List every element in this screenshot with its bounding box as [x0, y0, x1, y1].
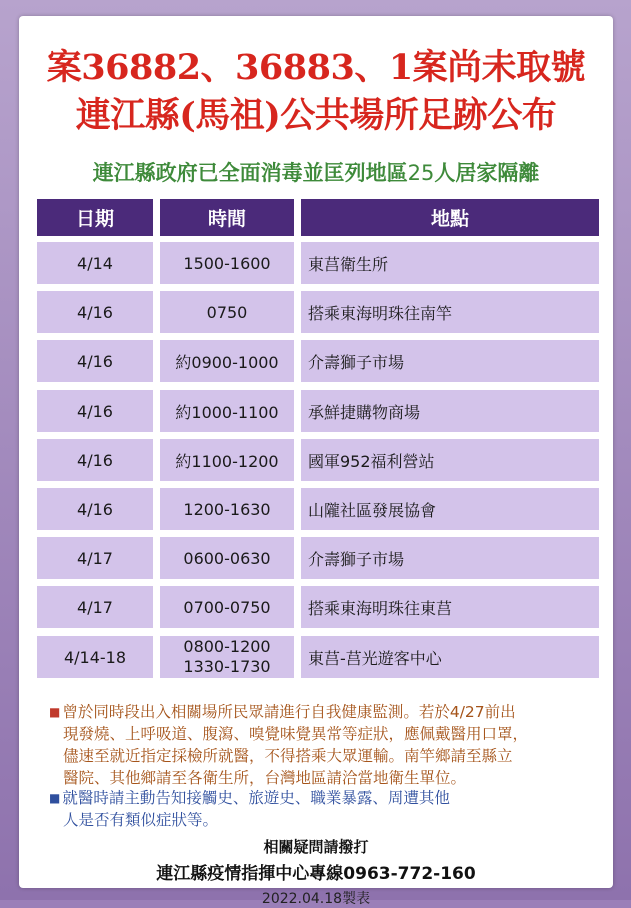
medical-notice-line: ■ 就醫時請主動告知接觸史、旅遊史、職業暴露、周遭其他 [49, 789, 450, 807]
date-cell: 4/14-18 [37, 636, 153, 678]
square-bullet-icon: ■ [49, 705, 61, 719]
date-cell: 4/16 [37, 291, 153, 333]
time-cell: 約1000-1100 [160, 390, 294, 432]
date-cell: 4/16 [37, 390, 153, 432]
time-cell: 約1100-1200 [160, 439, 294, 481]
place-cell: 東莒衛生所 [301, 242, 599, 284]
time-line: 0800-1200 [183, 637, 271, 656]
time-cell: 0750 [160, 291, 294, 333]
health-notice-line: 醫院、其他鄉請至各衛生所，台灣地區請洽當地衛生單位。 [63, 769, 467, 787]
time-cell: 0600-0630 [160, 537, 294, 579]
subtitle-suffix: 人居家隔離 [434, 161, 540, 185]
time-cell: 1200-1630 [160, 488, 294, 530]
time-cell: 約0900-1000 [160, 340, 294, 382]
square-bullet-icon: ■ [49, 791, 61, 805]
contact-intro: 相關疑問請撥打 [263, 838, 369, 856]
time-cell: 1500-1600 [160, 242, 294, 284]
header-date: 日期 [37, 199, 153, 236]
time-cell: 0700-0750 [160, 586, 294, 628]
place-cell: 山隴社區發展協會 [301, 488, 599, 530]
subtitle [19, 159, 613, 187]
place-cell: 承鮮捷購物商場 [301, 390, 599, 432]
date-cell: 4/17 [37, 537, 153, 579]
place-cell: 搭乘東海明珠往東莒 [301, 586, 599, 628]
contact-hotline: 連江縣疫情指揮中心專線0963-772-160 [156, 864, 476, 884]
notice-card [19, 16, 613, 907]
made-date: 2022.04.18製表 [261, 891, 371, 907]
health-notice [49, 701, 609, 789]
date-cell: 4/16 [37, 439, 153, 481]
place-cell: 介壽獅子市場 [301, 340, 599, 382]
header-place: 地點 [301, 199, 599, 236]
medical-notice-line: 人是否有類似症狀等。 [63, 811, 219, 829]
health-notice-line: 儘速至就近指定採檢所就醫，不得搭乘大眾運輸。南竿鄉請至縣立 [63, 747, 513, 765]
title-line-2: 連江縣(馬祖)公共場所足跡公布 [75, 95, 557, 136]
place-cell: 國軍952福利營站 [301, 439, 599, 481]
date-cell: 4/17 [37, 586, 153, 628]
place-cell: 東莒-莒光遊客中心 [301, 636, 599, 678]
place-cell: 搭乘東海明珠往南竿 [301, 291, 599, 333]
time-line: 1330-1730 [183, 657, 271, 676]
date-cell: 4/16 [37, 488, 153, 530]
date-cell: 4/14 [37, 242, 153, 284]
medical-notice [49, 787, 609, 831]
title-line-1: 案36882、36883、1案尚未取號 [46, 47, 586, 88]
subtitle-count: 25 [407, 161, 435, 185]
subtitle-text: 連江縣政府已全面消毒並匡列地區 [92, 161, 408, 185]
date-cell: 4/16 [37, 340, 153, 382]
health-notice-line: ■ 曾於同時段出入相關場所民眾請進行自我健康監測。若於4/27前出 [49, 703, 516, 721]
header-time: 時間 [160, 199, 294, 236]
time-cell [160, 636, 294, 678]
health-notice-line: 現發燒、上呼吸道、腹瀉、嗅覺味覺異常等症狀，應佩戴醫用口罩， [63, 725, 529, 743]
place-cell: 介壽獅子市場 [301, 537, 599, 579]
